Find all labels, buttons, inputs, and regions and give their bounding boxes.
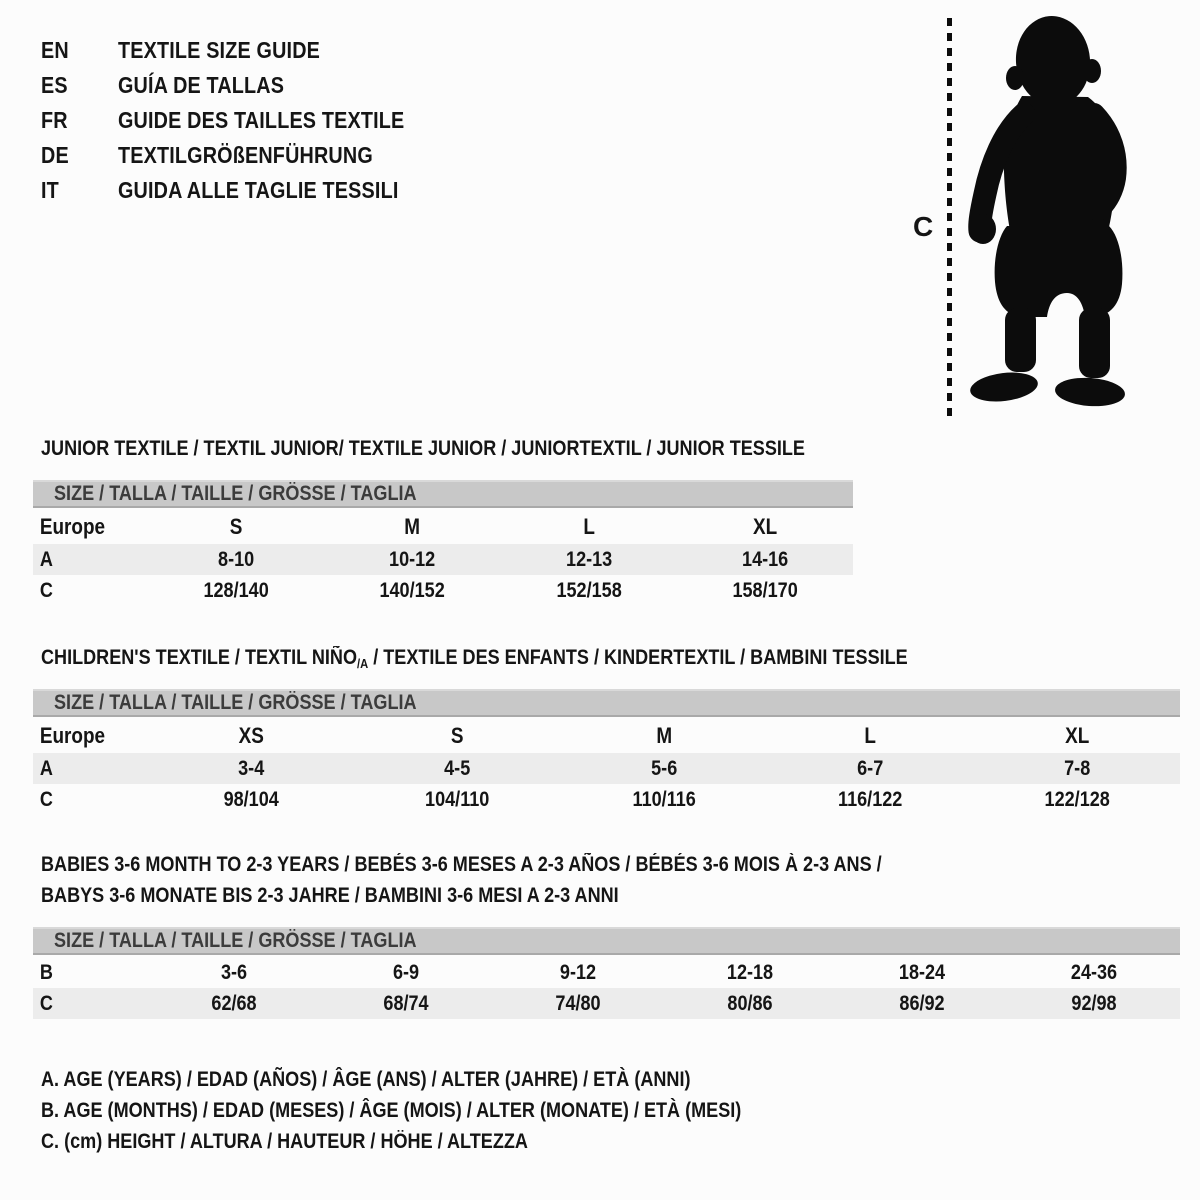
size-header-cell: M: [404, 514, 421, 539]
value-cell: 14-16: [741, 547, 788, 571]
row-label-cell: C: [39, 991, 53, 1015]
value-cell: 24-36: [1070, 960, 1118, 984]
row-label-cell: A: [39, 547, 53, 571]
guide-title-es: GUÍA DE TALLAS: [118, 72, 285, 98]
height-measure-dashed-line: [947, 18, 952, 417]
language-title-list: [41, 33, 451, 208]
size-header-cell: XS: [238, 723, 264, 748]
babies-size-bar: SIZE / TALLA / TAILLE / GRÖSSE / TAGLIA: [33, 927, 1180, 955]
value-cell: 74/80: [555, 991, 601, 1015]
value-cell: 110/116: [632, 787, 696, 811]
children-size-bar: SIZE / TALLA / TAILLE / GRÖSSE / TAGLIA: [33, 689, 1180, 717]
babies-section-title: [41, 849, 1019, 911]
language-row-fr: [41, 103, 451, 138]
value-cell: 104/110: [425, 787, 490, 811]
value-cell: 116/122: [838, 787, 903, 811]
guide-title-fr: GUIDE DES TAILLES TEXTILE: [118, 107, 405, 133]
babies-months-row: [33, 957, 1180, 988]
toddler-silhouette-icon: [958, 14, 1148, 424]
row-label-cell: C: [39, 578, 53, 602]
value-cell: 9-12: [559, 960, 597, 984]
value-cell: 92/98: [1071, 991, 1117, 1015]
junior-size-bar: SIZE / TALLA / TAILLE / GRÖSSE / TAGLIA: [33, 480, 853, 508]
language-code-it: IT: [41, 177, 59, 203]
children-header-row: [33, 719, 1180, 753]
babies-title-line-1: BABIES 3-6 MONTH TO 2-3 YEARS / BEBÉS 3-6 MESES A 2-3 AÑOS / BÉBÉS 3-6 MOIS À 2-3 ANS /: [41, 853, 882, 876]
size-header-cell: L: [864, 723, 877, 748]
value-cell: 80/86: [727, 991, 773, 1015]
value-cell: 6-7: [857, 756, 884, 780]
row-label-cell: A: [39, 756, 53, 780]
value-cell: 3-4: [238, 756, 265, 780]
size-header-cell: M: [656, 723, 672, 748]
value-cell: 158/170: [732, 578, 798, 602]
row-label-cell: C: [39, 787, 53, 811]
value-cell: 12-13: [565, 547, 612, 571]
value-cell: 140/152: [379, 578, 446, 602]
junior-section-title: JUNIOR TEXTILE / TEXTIL JUNIOR/ TEXTILE JUNIOR / JUNIORTEXTIL / JUNIOR TESSILE: [41, 437, 805, 460]
junior-height-row: [33, 575, 853, 606]
value-cell: 122/128: [1044, 787, 1110, 811]
nino-a-subscript: /A: [357, 656, 369, 671]
region-header-cell: Europe: [39, 723, 106, 748]
size-header-cell: L: [582, 514, 595, 539]
value-cell: 3-6: [220, 960, 248, 984]
language-code-fr: FR: [41, 107, 68, 133]
children-height-row: [33, 784, 1180, 815]
row-label-cell: B: [39, 960, 53, 984]
children-age-row: [33, 753, 1180, 784]
value-cell: 7-8: [1063, 756, 1090, 780]
size-header-cell: S: [451, 723, 464, 748]
guide-title-en: TEXTILE SIZE GUIDE: [118, 37, 321, 63]
value-cell: 18-24: [898, 960, 946, 984]
babies-size-table: [33, 927, 1180, 1019]
junior-age-row: [33, 544, 853, 575]
junior-header-row: [33, 510, 853, 544]
language-row-de: [41, 138, 451, 173]
language-code-es: ES: [41, 72, 68, 98]
guide-title-it: GUIDA ALLE TAGLIE TESSILI: [118, 177, 399, 203]
value-cell: 98/104: [223, 787, 279, 811]
value-cell: 68/74: [383, 991, 429, 1015]
babies-height-row: [33, 988, 1180, 1019]
junior-size-table: [33, 480, 853, 606]
language-code-de: DE: [41, 142, 69, 168]
language-row-en: [41, 33, 451, 68]
value-cell: 152/158: [555, 578, 622, 602]
children-size-table: [33, 689, 1180, 815]
value-cell: 62/68: [211, 991, 257, 1015]
children-section-title: CHILDREN'S TEXTILE / TEXTIL NIÑO/A / TEXTILE DES ENFANTS / KINDERTEXTIL / BAMBINI TESSILE: [41, 646, 908, 671]
value-cell: 4-5: [444, 756, 471, 780]
language-code-en: EN: [41, 37, 69, 63]
language-row-es: [41, 68, 451, 103]
value-cell: 8-10: [218, 547, 255, 571]
babies-title-line-2: BABYS 3-6 MONATE BIS 2-3 JAHRE / BAMBINI 3-6 MESI A 2-3 ANNI: [41, 884, 619, 907]
height-measure-label: C: [913, 211, 934, 242]
value-cell: 6-9: [392, 960, 420, 984]
size-header-cell: XL: [1064, 723, 1089, 748]
region-header-cell: Europe: [39, 514, 106, 539]
language-row-it: [41, 173, 451, 208]
value-cell: 10-12: [389, 547, 436, 571]
size-header-cell: XL: [752, 514, 777, 539]
value-cell: 128/140: [203, 578, 269, 602]
legend-line-height-cm: C. (cm) HEIGHT / ALTURA / HAUTEUR / HÖHE / ALTEZZA: [41, 1129, 528, 1153]
measurement-legend: [41, 1064, 855, 1157]
value-cell: 86/92: [899, 991, 945, 1015]
guide-title-de: TEXTILGRÖßENFÜHRUNG: [118, 142, 373, 168]
value-cell: 5-6: [650, 756, 678, 780]
size-header-cell: S: [229, 514, 243, 539]
value-cell: 12-18: [726, 960, 774, 984]
legend-line-age-years: A. AGE (YEARS) / EDAD (AÑOS) / ÂGE (ANS) / ALTER (JAHRE) / ETÀ (ANNI): [41, 1067, 691, 1091]
legend-line-age-months: B. AGE (MONTHS) / EDAD (MESES) / ÂGE (MOIS) / ALTER (MONATE) / ETÀ (MESI): [41, 1098, 742, 1122]
